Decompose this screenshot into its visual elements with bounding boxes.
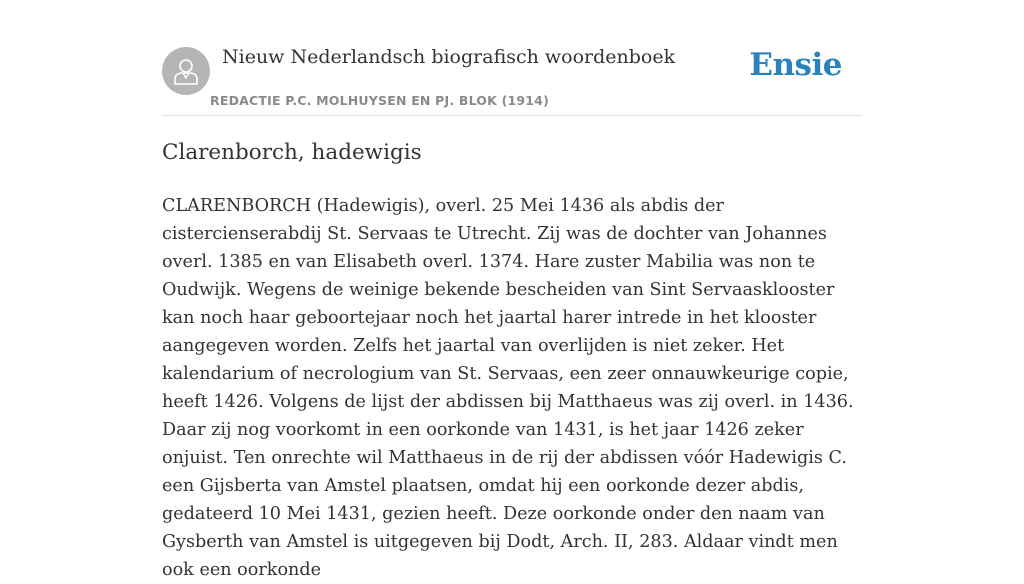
source-editors: REDACTIE P.C. MOLHUYSEN EN PJ. BLOK (1914) bbox=[210, 93, 549, 108]
article-title: Clarenborch, hadewigis bbox=[162, 140, 422, 165]
source-header bbox=[162, 0, 862, 116]
ensie-logo[interactable]: Ensie bbox=[749, 47, 842, 83]
article-body: CLARENBORCH (Hadewigis), overl. 25 Mei 1436 als abdis der cistercienserabdij St. Servaas te Utrecht. Zij was de dochter van Johannes overl. 1385 en van Elisabeth overl. 1374. Hare zuster Mabilia was non te Oudwijk. Wegens de weinige bekende bescheiden van Sint Servaasklooster kan noch haar geboortejaar noch het jaartal harer intrede in het klooster aangegeven worden. Zelfs het jaartal van overlijden is niet zeker. Het kalendarium of necrologium van St. Servaas, een zeer onnauwkeurige copie, heeft 1426. Volgens de lijst der abdissen bij Matthaeus was zij overl. in 1436. Daar zij nog voorkomt in een oorkonde van 1431, is het jaar 1426 zeker onjuist. Ten onrechte wil Matthaeus in de rij der abdissen vóór Hadewigis C. een Gijsberta van Amstel plaatsen, omdat hij een oorkonde dezer abdis, gedateerd 10 Mei 1431, gezien heeft. Deze oorkonde onder den naam van Gysberth van Amstel is uitgegeven bij Dodt, Arch. II, 283. Aldaar vindt men ook een oorkonde bbox=[162, 196, 854, 580]
avatar bbox=[162, 47, 210, 95]
user-icon bbox=[173, 57, 199, 85]
source-title[interactable]: Nieuw Nederlandsch biografisch woordenboek bbox=[222, 46, 676, 68]
